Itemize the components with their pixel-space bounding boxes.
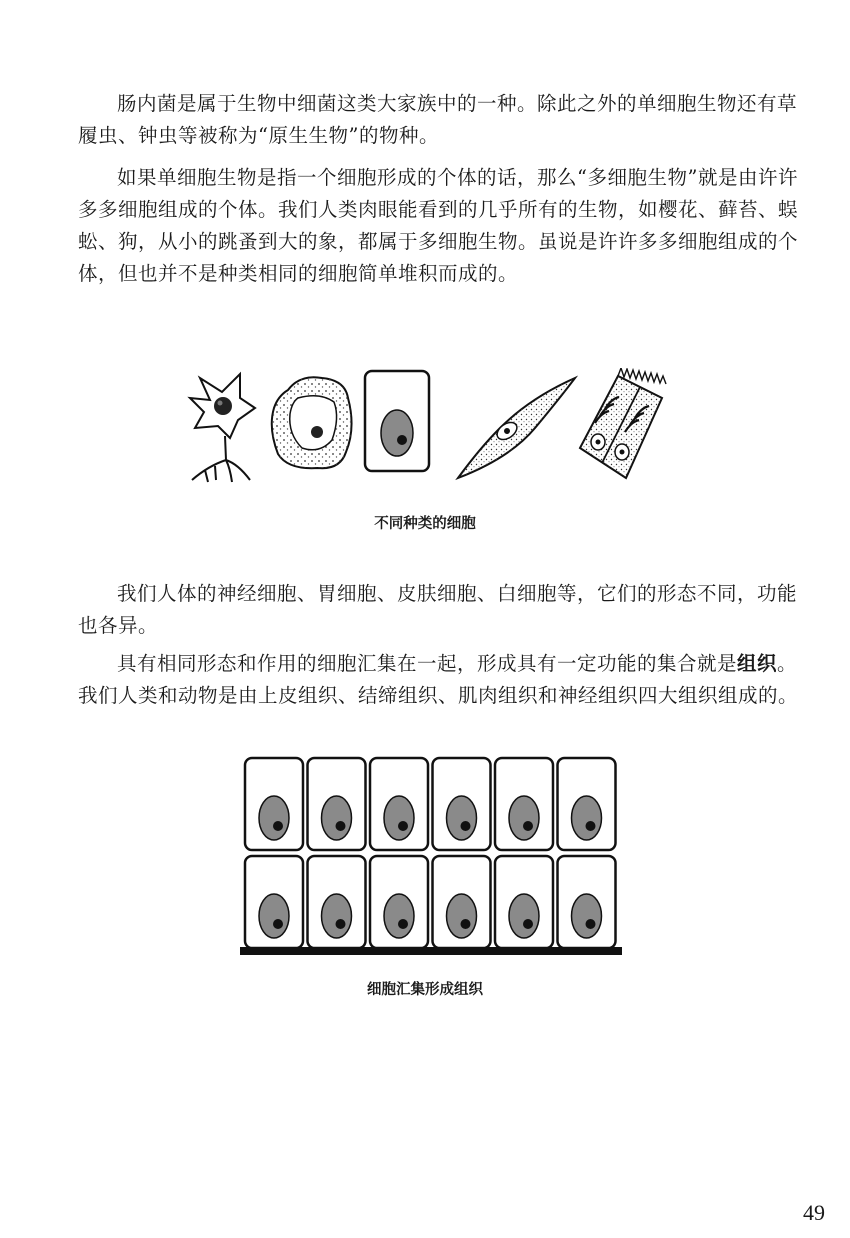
tissue-cell	[495, 758, 553, 850]
tissue-cell	[558, 758, 616, 850]
paragraph-2: 如果单细胞生物是指一个细胞形成的个体的话，那么“多细胞生物”就是由许许多多细胞组成的个体。我们人类肉眼能看到的几乎所有的生物，如樱花、藓苔、蜈蚣、狗，从小的跳蚤到大的象，都属于多细胞生物。虽说是许许多多细胞组成的个体，但也并不是种类相同的细胞简单堆积而成的。	[78, 166, 799, 285]
nerve-cell-drawing	[190, 374, 255, 482]
paragraph-1: 肠内菌是属于生物中细菌这类大家族中的一种。除此之外的单细胞生物还有草履虫、钟虫等被称为“原生生物”的物种。	[78, 92, 798, 147]
ciliated-cells-drawing	[580, 368, 666, 478]
tissue-cell	[558, 856, 616, 948]
tissue-cell	[433, 856, 491, 948]
tissue-cell	[495, 856, 553, 948]
paragraph-4: 具有相同形态和作用的细胞汇集在一起，形成具有一定功能的集合就是组织。我们人类和动物是由上皮组织、结缔组织、肌肉组织和神经组织四大组织组成的。	[78, 652, 799, 707]
page-number: 49	[803, 1200, 825, 1225]
tissue-cell	[370, 856, 428, 948]
basement-line	[240, 947, 622, 955]
tissue-cell	[308, 856, 366, 948]
tissue-cell-grid	[245, 758, 616, 948]
cell-types-figure	[170, 368, 680, 493]
tissue-figure	[238, 755, 624, 960]
tissue-cell	[433, 758, 491, 850]
paragraph-3: 我们人体的神经细胞、胃细胞、皮肤细胞、白细胞等，它们的形态不同，功能也各异。	[78, 582, 798, 637]
tissue-cell	[308, 758, 366, 850]
tissue-cell	[370, 758, 428, 850]
rectangular-cell-drawing	[365, 371, 429, 471]
tissue-keyword: 组织	[737, 652, 778, 675]
spotted-cell-drawing	[272, 377, 352, 468]
tissue-cell	[245, 856, 303, 948]
figure-2-caption: 细胞汇集形成组织	[367, 982, 483, 998]
spindle-cell-drawing	[458, 378, 575, 478]
tissue-cell	[245, 758, 303, 850]
figure-1-caption: 不同种类的细胞	[374, 516, 476, 532]
